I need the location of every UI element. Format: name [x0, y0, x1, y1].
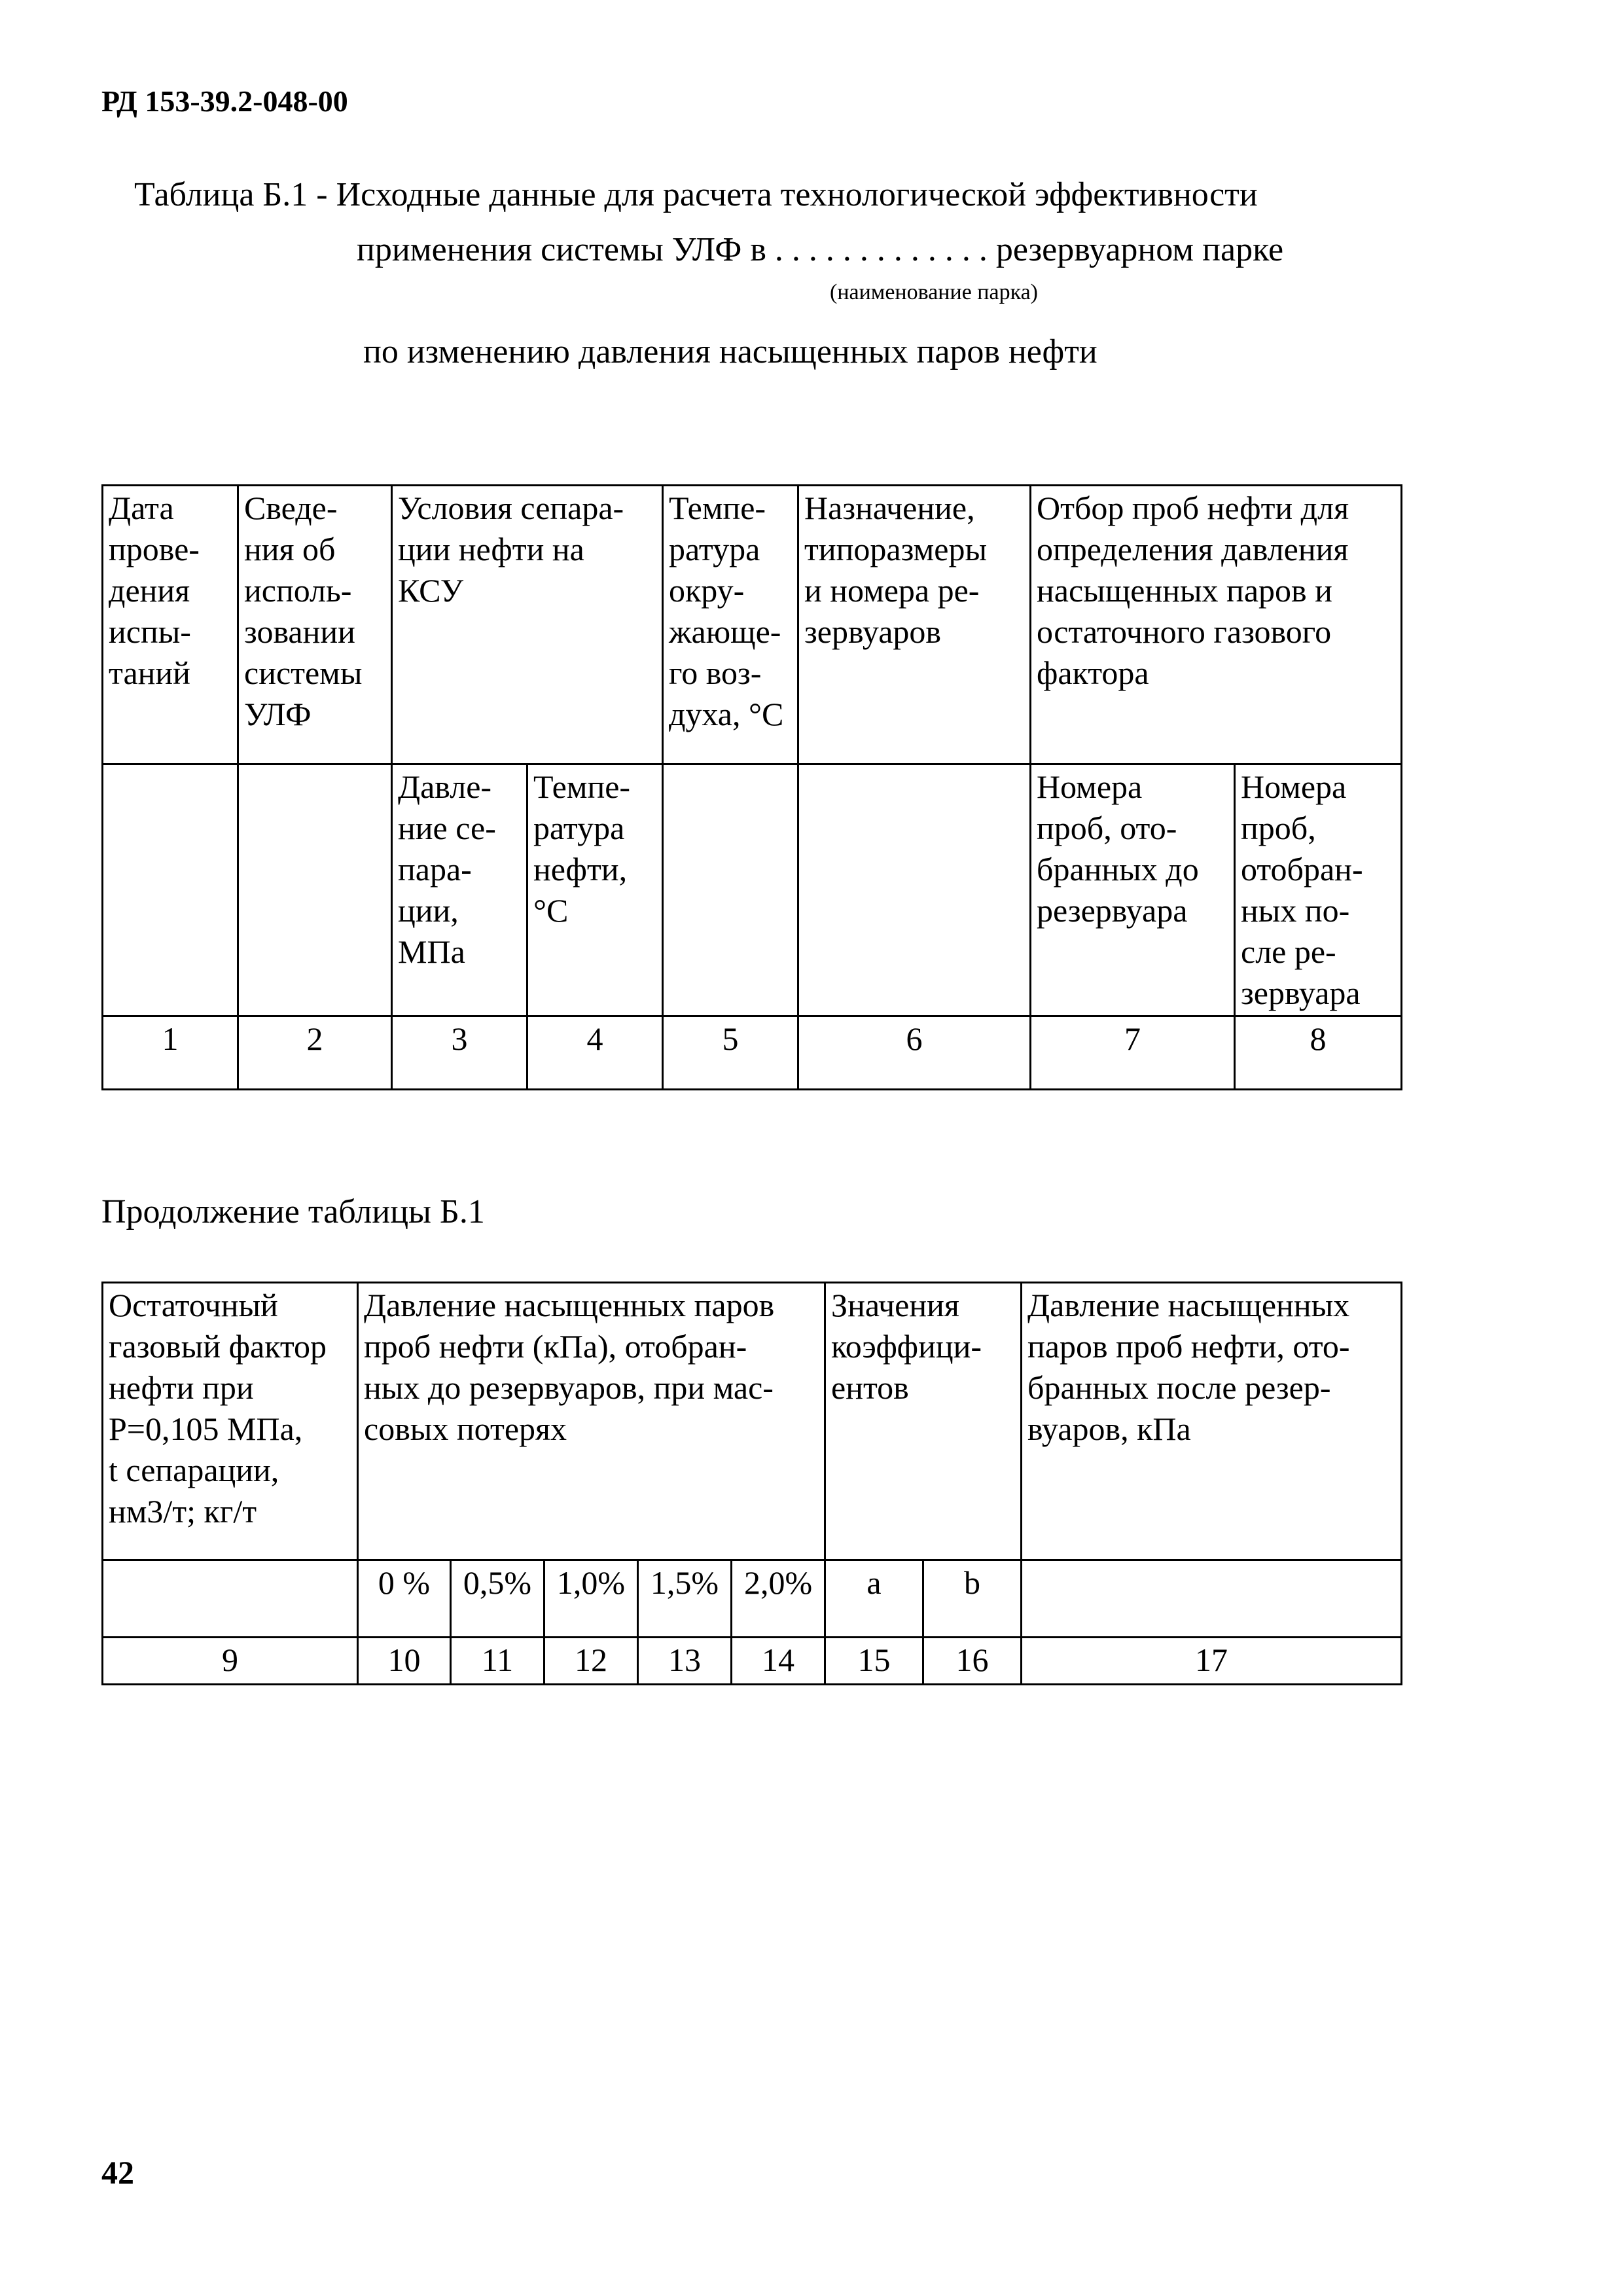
document-code: РД 153-39.2-048-00 [101, 84, 348, 118]
mass-loss-0: 0 % [358, 1560, 451, 1638]
mass-loss-2-0: 2,0% [732, 1560, 825, 1638]
column-number: 14 [732, 1638, 825, 1685]
column-number: 15 [825, 1638, 923, 1685]
header-oil-sampling: Отбор проб нефти для определения давления насыщенных паров и остаточного газового фактора [1031, 486, 1402, 764]
coefficient-a: a [825, 1560, 923, 1638]
column-number: 6 [798, 1016, 1031, 1090]
column-number: 5 [663, 1016, 798, 1090]
header-tank-purpose: Назначение, типоразмеры и номера ре- зервуаров [798, 486, 1031, 764]
header-coefficients: Значения коэффици- ентов [825, 1283, 1022, 1560]
column-number: 1 [103, 1016, 238, 1090]
column-number: 11 [451, 1638, 544, 1685]
column-number: 13 [638, 1638, 732, 1685]
column-number: 17 [1022, 1638, 1402, 1685]
column-number: 16 [923, 1638, 1022, 1685]
header-samples-before-tank: Номера проб, ото- бранных до резервуара [1031, 764, 1235, 1016]
table-title-line-3: по изменению давления насыщенных паров нефти [363, 333, 1097, 370]
empty-cell [663, 764, 798, 1016]
empty-cell [103, 764, 238, 1016]
mass-loss-1-5: 1,5% [638, 1560, 732, 1638]
empty-cell [798, 764, 1031, 1016]
table-title-line-2: применения системы УЛФ в . . . . . . . . . . . . . резервуарном парке [357, 231, 1284, 268]
empty-cell [238, 764, 392, 1016]
mass-loss-0-5: 0,5% [451, 1560, 544, 1638]
table-b1-continuation [101, 1282, 1402, 1685]
header-vapor-pressure-after: Давление насыщенных паров проб нефти, ото- бранных после резер- вуаров, кПа [1022, 1283, 1402, 1560]
column-number: 12 [544, 1638, 638, 1685]
column-number: 4 [527, 1016, 663, 1090]
header-separation-pressure: Давле- ние се- пара- ции, МПа [392, 764, 527, 1016]
column-number: 3 [392, 1016, 527, 1090]
header-test-date: Дата прове- дения испы- таний [103, 486, 238, 764]
empty-cell [1022, 1560, 1402, 1638]
column-number: 8 [1235, 1016, 1402, 1090]
header-separation-conditions: Условия сепара- ции нефти на КСУ [392, 486, 663, 764]
mass-loss-1-0: 1,0% [544, 1560, 638, 1638]
header-residual-gas-factor: Остаточный газовый фактор нефти при Р=0,105 МПа, t сепарации, нм3/т; кг/т [103, 1283, 358, 1560]
table-continuation-label: Продолжение таблицы Б.1 [101, 1193, 485, 1230]
column-number: 7 [1031, 1016, 1235, 1090]
header-oil-temperature: Темпе- ратура нефти, °С [527, 764, 663, 1016]
column-number: 10 [358, 1638, 451, 1685]
park-name-note: (наименование парка) [830, 280, 1038, 304]
coefficient-b: b [923, 1560, 1022, 1638]
column-number: 2 [238, 1016, 392, 1090]
column-number: 9 [103, 1638, 358, 1685]
header-ulf-info: Сведе- ния об исполь- зовании системы УЛФ [238, 486, 392, 764]
header-vapor-pressure-before: Давление насыщенных паров проб нефти (кПа), отобран- ных до резервуаров, при мас- совых потерях [358, 1283, 825, 1560]
header-air-temperature: Темпе- ратура окру- жающе- го воз- духа, °С [663, 486, 798, 764]
page-number: 42 [101, 2154, 134, 2191]
table-title-line-1: Таблица Б.1 - Исходные данные для расчета технологической эффективности [134, 176, 1258, 213]
table-b1 [101, 484, 1402, 1090]
empty-cell [103, 1560, 358, 1638]
header-samples-after-tank: Номера проб, отобран- ных по- сле ре- зервуара [1235, 764, 1402, 1016]
